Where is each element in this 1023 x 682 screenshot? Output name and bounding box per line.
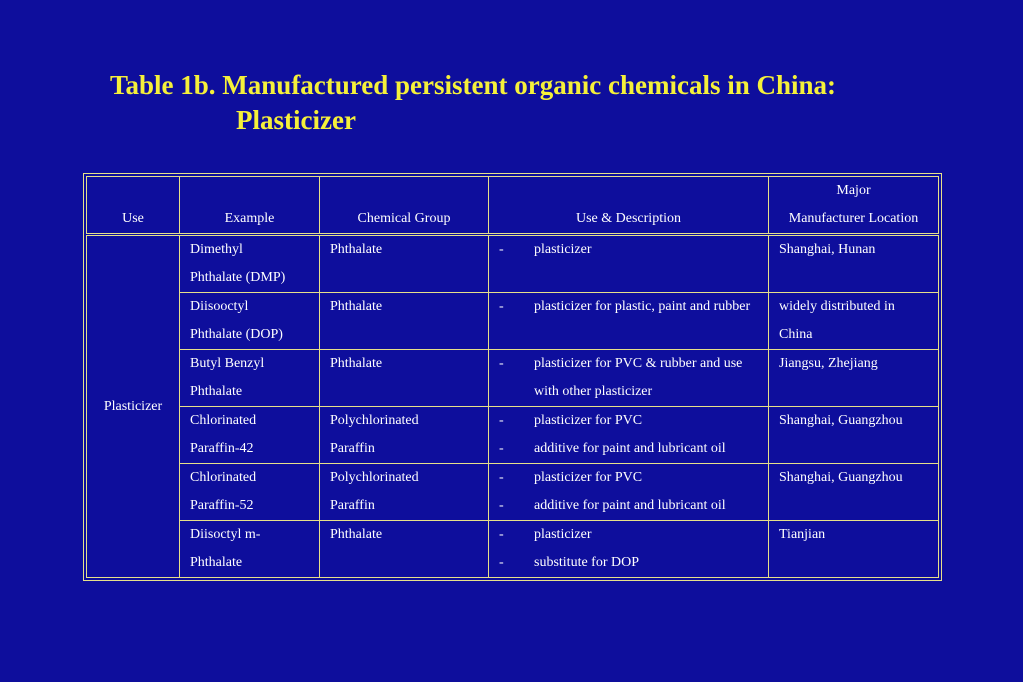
bullet-dash: - <box>499 441 504 456</box>
manufacturer-location-cell <box>769 293 939 350</box>
slide-title <box>110 68 836 138</box>
example-cell <box>180 293 320 350</box>
chemical-group-cell <box>320 235 489 293</box>
description-bullet <box>497 521 768 549</box>
plasticizer-table <box>86 176 939 578</box>
table-row <box>87 235 939 293</box>
example-line: Phthalate <box>190 555 243 570</box>
manufacturer-location-line: Tianjian <box>779 527 826 542</box>
example-line: Phthalate <box>190 384 243 399</box>
example-cell <box>180 464 320 521</box>
plasticizer-table-frame <box>83 173 942 581</box>
example-line: Paraffin-42 <box>190 441 254 456</box>
manufacturer-location-cell <box>769 521 939 578</box>
description-cell <box>489 235 769 293</box>
description-cell <box>489 464 769 521</box>
description-cell <box>489 407 769 464</box>
bullet-dash: - <box>499 242 504 257</box>
header-manufacturer-line-2: Manufacturer Location <box>788 211 919 226</box>
example-line: Diisoctyl m- <box>190 527 261 542</box>
manufacturer-location-line: China <box>779 327 813 342</box>
table-row <box>87 521 939 578</box>
example-line: Chlorinated <box>190 413 257 428</box>
example-line: Phthalate (DOP) <box>190 327 283 342</box>
bullet-dash: - <box>499 413 504 428</box>
description-bullet <box>497 350 768 406</box>
chemical-group-cell <box>320 464 489 521</box>
description-bullet <box>497 492 768 520</box>
example-cell <box>180 350 320 407</box>
manufacturer-location-line: widely distributed in <box>779 299 895 314</box>
header-example: Example <box>180 177 320 235</box>
description-cell <box>489 293 769 350</box>
table-row <box>87 350 939 407</box>
bullet-dash: - <box>499 498 504 513</box>
header-use-description: Use & Description <box>489 177 769 235</box>
example-cell <box>180 407 320 464</box>
chemical-group-cell <box>320 407 489 464</box>
chemical-group-cell <box>320 521 489 578</box>
example-line: Butyl Benzyl <box>190 356 265 371</box>
chemical-group-line: Phthalate <box>330 299 383 314</box>
manufacturer-location-cell <box>769 350 939 407</box>
header-use: Use <box>87 177 180 235</box>
manufacturer-location-cell <box>769 235 939 293</box>
description-text: plasticizer for PVC <box>534 413 643 428</box>
title-line-2: Plasticizer <box>236 105 356 135</box>
manufacturer-location-line: Jiangsu, Zhejiang <box>779 356 878 371</box>
example-line: Paraffin-52 <box>190 498 254 513</box>
table-row <box>87 293 939 350</box>
chemical-group-line: Phthalate <box>330 527 383 542</box>
chemical-group-line: Paraffin <box>330 441 375 456</box>
bullet-dash: - <box>499 299 504 314</box>
header-chemical-group: Chemical Group <box>320 177 489 235</box>
description-text: plasticizer <box>534 242 592 257</box>
table-row <box>87 407 939 464</box>
chemical-group-cell <box>320 293 489 350</box>
description-text: plasticizer for plastic, paint and rubber <box>534 299 751 314</box>
manufacturer-location-cell <box>769 407 939 464</box>
bullet-dash: - <box>499 555 504 570</box>
manufacturer-location-line: Shanghai, Guangzhou <box>779 470 903 485</box>
description-text: substitute for DOP <box>534 555 639 570</box>
bullet-dash: - <box>499 356 504 371</box>
header-manufacturer-line-1: Major <box>836 183 871 198</box>
example-cell <box>180 235 320 293</box>
description-cell <box>489 350 769 407</box>
example-line: Phthalate (DMP) <box>190 270 286 285</box>
example-line: Diisooctyl <box>190 299 249 314</box>
description-bullet <box>497 236 768 264</box>
table-row <box>87 464 939 521</box>
table-header-row <box>87 177 939 235</box>
example-line: Chlorinated <box>190 470 257 485</box>
header-manufacturer-location <box>769 177 939 235</box>
chemical-group-line: Phthalate <box>330 242 383 257</box>
description-text: additive for paint and lubricant oil <box>534 441 726 456</box>
title-line-1: Table 1b. Manufactured persistent organic chemicals in China: <box>110 70 837 100</box>
description-bullet <box>497 293 768 321</box>
description-bullet <box>497 435 768 463</box>
chemical-group-line: Phthalate <box>330 356 383 371</box>
bullet-dash: - <box>499 470 504 485</box>
description-cell <box>489 521 769 578</box>
manufacturer-location-cell <box>769 464 939 521</box>
manufacturer-location-line: Shanghai, Hunan <box>779 242 876 257</box>
bullet-dash: - <box>499 527 504 542</box>
chemical-group-line: Polychlorinated <box>330 413 419 428</box>
chemical-group-cell <box>320 350 489 407</box>
example-cell <box>180 521 320 578</box>
description-text: plasticizer for PVC <box>534 470 643 485</box>
description-bullet <box>497 464 768 492</box>
chemical-group-line: Polychlorinated <box>330 470 419 485</box>
chemical-group-line: Paraffin <box>330 498 375 513</box>
description-text: plasticizer for PVC & rubber and use with other plasticizer <box>534 356 743 399</box>
description-text: additive for paint and lubricant oil <box>534 498 726 513</box>
description-text: plasticizer <box>534 527 592 542</box>
example-line: Dimethyl <box>190 242 243 257</box>
description-bullet <box>497 549 768 577</box>
description-bullet <box>497 407 768 435</box>
use-category-cell: Plasticizer <box>87 235 180 578</box>
manufacturer-location-line: Shanghai, Guangzhou <box>779 413 903 428</box>
